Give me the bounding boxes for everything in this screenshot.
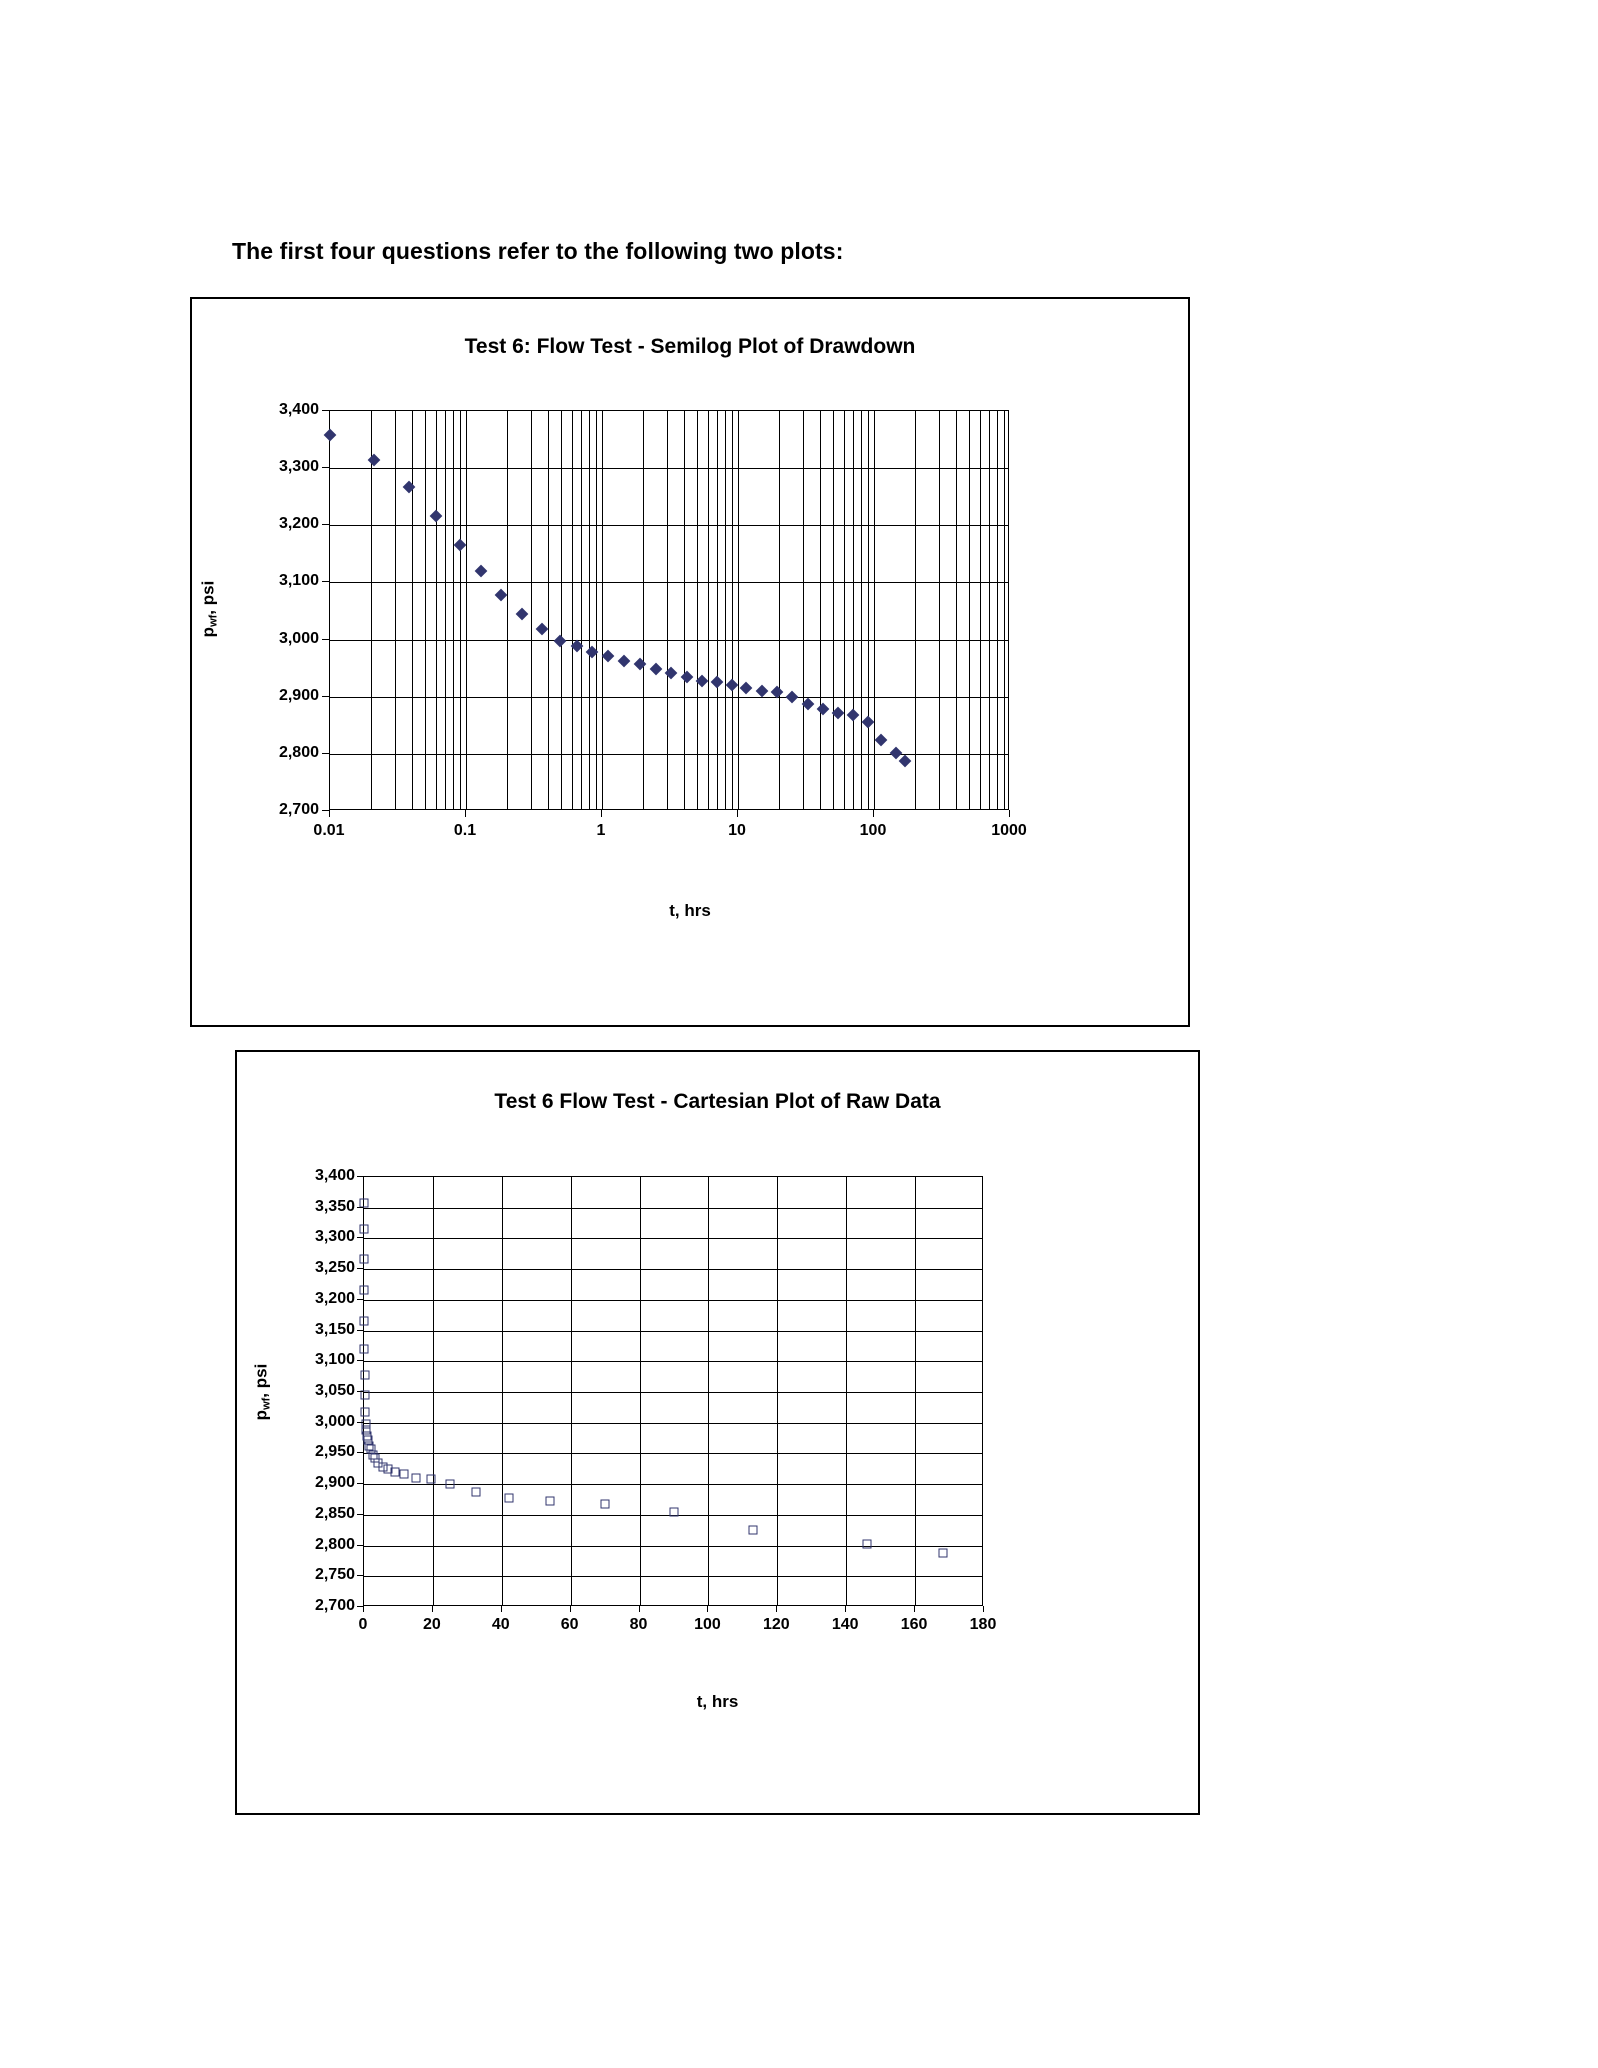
- cartesian-y-tick-label: 3,350: [314, 1197, 355, 1215]
- cartesian-y-tick-label: 3,200: [314, 1289, 355, 1307]
- semilog-y-tickmark: [322, 524, 329, 525]
- semilog-data-point: [756, 685, 769, 698]
- cartesian-data-point: [399, 1470, 408, 1479]
- cartesian-y-tickmark: [357, 1330, 363, 1331]
- semilog-chart-title: Test 6: Flow Test - Semilog Plot of Drawdown: [464, 335, 916, 358]
- semilog-gridline-vertical: [989, 411, 990, 809]
- semilog-gridline-vertical: [684, 411, 685, 809]
- cartesian-data-point: [938, 1548, 947, 1557]
- semilog-data-point: [847, 709, 860, 722]
- semilog-gridline-vertical: [868, 411, 869, 809]
- semilog-gridline-vertical: [874, 411, 875, 809]
- cartesian-x-tick-label: 140: [831, 1616, 859, 1633]
- semilog-gridline-vertical: [853, 411, 854, 809]
- cartesian-gridline-vertical: [777, 1177, 778, 1605]
- semilog-gridline-vertical: [371, 411, 372, 809]
- cartesian-x-tickmark: [983, 1606, 984, 1612]
- semilog-y-tickmark: [322, 581, 329, 582]
- cartesian-y-tickmark: [357, 1268, 363, 1269]
- cartesian-data-point: [601, 1499, 610, 1508]
- semilog-gridline-vertical: [1004, 411, 1005, 809]
- cartesian-y-tick-label: 3,050: [314, 1382, 355, 1399]
- cartesian-x-tickmark: [639, 1606, 640, 1612]
- cartesian-data-point: [361, 1407, 370, 1416]
- semilog-gridline-vertical: [507, 411, 508, 809]
- cartesian-gridline-horizontal: [364, 1208, 982, 1209]
- cartesian-x-tick-label: 160: [900, 1616, 928, 1633]
- semilog-gridline-vertical: [643, 411, 644, 809]
- semilog-x-tick-label: 0.01: [313, 822, 345, 839]
- cartesian-y-tickmark: [357, 1207, 363, 1208]
- cartesian-gridline-vertical: [502, 1177, 503, 1605]
- cartesian-gridline-vertical: [708, 1177, 709, 1605]
- cartesian-data-point: [411, 1474, 420, 1483]
- cartesian-gridline-horizontal: [364, 1576, 982, 1577]
- semilog-gridline-vertical: [833, 411, 834, 809]
- cartesian-y-tick-label: 3,400: [314, 1167, 355, 1184]
- semilog-gridline-vertical: [460, 411, 461, 809]
- cartesian-data-point: [360, 1286, 369, 1295]
- cartesian-y-tick-label: 3,150: [314, 1320, 355, 1338]
- semilog-gridline-vertical: [697, 411, 698, 809]
- cartesian-x-tickmark: [432, 1606, 433, 1612]
- cartesian-gridline-horizontal: [364, 1300, 982, 1301]
- semilog-y-tick-label: 3,200: [278, 515, 319, 533]
- cartesian-data-point: [471, 1487, 480, 1496]
- semilog-gridline-vertical: [820, 411, 821, 809]
- cartesian-data-point: [546, 1497, 555, 1506]
- semilog-data-point: [535, 623, 548, 636]
- semilog-gridline-vertical: [844, 411, 845, 809]
- cartesian-data-point: [360, 1370, 369, 1379]
- cartesian-y-tick-label: 3,100: [314, 1351, 355, 1369]
- cartesian-chart-title: Test 6 Flow Test - Cartesian Plot of Raw Data: [494, 1090, 941, 1113]
- cartesian-gridline-horizontal: [364, 1392, 982, 1393]
- semilog-gridline-vertical: [738, 411, 739, 809]
- semilog-data-point: [324, 429, 337, 442]
- cartesian-gridline-vertical: [846, 1177, 847, 1605]
- semilog-y-tickmark: [322, 639, 329, 640]
- cartesian-data-point: [360, 1317, 369, 1326]
- cartesian-x-tickmark: [845, 1606, 846, 1612]
- cartesian-x-tick-label: 0: [358, 1616, 368, 1633]
- cartesian-x-tick-label: 20: [422, 1616, 441, 1633]
- cartesian-y-tickmark: [357, 1422, 363, 1423]
- semilog-gridline-vertical: [939, 411, 940, 809]
- semilog-data-point: [786, 690, 799, 703]
- cartesian-data-point: [862, 1540, 871, 1549]
- semilog-data-point: [618, 655, 631, 668]
- semilog-y-tick-label: 3,000: [278, 629, 319, 647]
- semilog-data-point: [898, 754, 911, 767]
- cartesian-x-tickmark: [570, 1606, 571, 1612]
- cartesian-x-tick-label: 100: [694, 1616, 721, 1633]
- semilog-gridline-vertical: [667, 411, 668, 809]
- semilog-gridline-vertical: [589, 411, 590, 809]
- cartesian-gridline-horizontal: [364, 1546, 982, 1547]
- semilog-data-point: [680, 670, 693, 683]
- semilog-gridline-vertical: [997, 411, 998, 809]
- cartesian-x-tick-label: 180: [969, 1616, 997, 1633]
- semilog-gridline-vertical: [861, 411, 862, 809]
- semilog-gridline-vertical: [425, 411, 426, 809]
- semilog-data-point: [402, 481, 415, 494]
- semilog-data-point: [711, 676, 724, 689]
- cartesian-data-point: [360, 1345, 369, 1354]
- semilog-data-point: [740, 681, 753, 694]
- semilog-y-axis-title: pwf, psi: [198, 580, 220, 638]
- cartesian-x-tick-label: 80: [629, 1616, 648, 1633]
- cartesian-y-tickmark: [357, 1391, 363, 1392]
- semilog-data-point: [553, 634, 566, 647]
- semilog-y-tickmark: [322, 753, 329, 754]
- semilog-x-tickmark: [465, 810, 466, 817]
- semilog-data-point: [861, 716, 874, 729]
- semilog-gridline-vertical: [436, 411, 437, 809]
- cartesian-y-tickmark: [357, 1176, 363, 1177]
- semilog-y-tickmark: [322, 696, 329, 697]
- semilog-y-tick-label: 2,900: [278, 686, 319, 704]
- cartesian-y-tickmark: [357, 1299, 363, 1300]
- semilog-x-tick-label: 100: [859, 822, 887, 839]
- cartesian-data-point: [504, 1493, 513, 1502]
- cartesian-y-tick-label: 3,250: [314, 1259, 355, 1277]
- cartesian-gridline-horizontal: [364, 1269, 982, 1270]
- cartesian-gridline-horizontal: [364, 1361, 982, 1362]
- semilog-data-point: [453, 539, 466, 552]
- cartesian-y-tick-label: 2,750: [314, 1566, 355, 1584]
- semilog-data-point: [494, 589, 507, 602]
- cartesian-x-tickmark: [363, 1606, 364, 1612]
- semilog-gridline-horizontal: [330, 640, 1008, 641]
- semilog-y-tick-label: 2,700: [278, 801, 319, 818]
- semilog-gridline-horizontal: [330, 697, 1008, 698]
- semilog-x-tick-label: 1: [596, 822, 606, 839]
- semilog-gridline-vertical: [466, 411, 467, 809]
- semilog-y-tick-label: 3,300: [278, 458, 319, 476]
- semilog-data-point: [475, 565, 488, 578]
- semilog-x-tick-label: 0.1: [453, 822, 477, 839]
- semilog-gridline-vertical: [717, 411, 718, 809]
- cartesian-y-tick-label: 3,300: [314, 1228, 355, 1246]
- cartesian-data-point: [360, 1254, 369, 1263]
- cartesian-gridline-horizontal: [364, 1423, 982, 1424]
- semilog-data-point: [875, 733, 888, 746]
- semilog-x-tickmark: [329, 810, 330, 817]
- cartesian-y-tickmark: [357, 1360, 363, 1361]
- cartesian-x-axis-title: t, hrs: [696, 1692, 739, 1711]
- semilog-x-tickmark: [1009, 810, 1010, 817]
- cartesian-plot-area: [363, 1176, 983, 1606]
- semilog-gridline-vertical: [445, 411, 446, 809]
- cartesian-x-tick-label: 120: [762, 1616, 790, 1633]
- cartesian-y-tickmark: [357, 1237, 363, 1238]
- semilog-plot-area: [329, 410, 1009, 810]
- cartesian-x-tickmark: [707, 1606, 708, 1612]
- cartesian-x-tickmark: [914, 1606, 915, 1612]
- cartesian-data-point: [446, 1480, 455, 1489]
- cartesian-y-tick-label: 2,850: [314, 1504, 355, 1522]
- semilog-gridline-vertical: [969, 411, 970, 809]
- cartesian-gridline-vertical: [640, 1177, 641, 1605]
- semilog-y-tickmark: [322, 467, 329, 468]
- semilog-gridline-vertical: [602, 411, 603, 809]
- semilog-gridline-vertical: [561, 411, 562, 809]
- cartesian-y-tick-label: 2,800: [314, 1535, 355, 1553]
- semilog-gridline-vertical: [779, 411, 780, 809]
- semilog-gridline-vertical: [708, 411, 709, 809]
- semilog-y-tick-label: 2,800: [278, 743, 319, 761]
- semilog-y-tick-label: 3,100: [278, 572, 319, 590]
- semilog-gridline-horizontal: [330, 754, 1008, 755]
- semilog-gridline-vertical: [915, 411, 916, 809]
- cartesian-y-tick-label: 2,900: [314, 1474, 355, 1492]
- cartesian-data-point: [670, 1507, 679, 1516]
- semilog-data-point: [725, 679, 738, 692]
- semilog-gridline-vertical: [395, 411, 396, 809]
- semilog-x-tickmark: [601, 810, 602, 817]
- semilog-gridline-vertical: [412, 411, 413, 809]
- cartesian-gridline-horizontal: [364, 1484, 982, 1485]
- semilog-data-point: [816, 703, 829, 716]
- semilog-gridline-vertical: [956, 411, 957, 809]
- cartesian-data-point: [749, 1526, 758, 1535]
- cartesian-x-tick-label: 60: [560, 1616, 579, 1633]
- cartesian-x-tick-label: 40: [491, 1616, 510, 1633]
- cartesian-data-point: [427, 1475, 436, 1484]
- semilog-data-point: [601, 649, 614, 662]
- cartesian-gridline-horizontal: [364, 1238, 982, 1239]
- cartesian-gridline-horizontal: [364, 1331, 982, 1332]
- cartesian-y-tick-label: 2,700: [314, 1597, 355, 1614]
- cartesian-y-tickmark: [357, 1452, 363, 1453]
- semilog-y-tickmark: [322, 810, 329, 811]
- semilog-data-point: [429, 510, 442, 523]
- semilog-x-tick-label: 10: [728, 822, 746, 839]
- semilog-data-point: [516, 607, 529, 620]
- semilog-gridline-horizontal: [330, 525, 1008, 526]
- semilog-gridline-vertical: [803, 411, 804, 809]
- semilog-x-axis-title: t, hrs: [669, 901, 711, 920]
- semilog-x-tickmark: [737, 810, 738, 817]
- semilog-gridline-horizontal: [330, 468, 1008, 469]
- cartesian-gridline-horizontal: [364, 1453, 982, 1454]
- cartesian-y-tick-label: 2,950: [314, 1443, 355, 1461]
- cartesian-y-axis-title: pwf, psi: [251, 1363, 273, 1421]
- semilog-y-tickmark: [322, 410, 329, 411]
- semilog-gridline-horizontal: [330, 582, 1008, 583]
- semilog-gridline-vertical: [531, 411, 532, 809]
- semilog-gridline-vertical: [725, 411, 726, 809]
- semilog-data-point: [650, 663, 663, 676]
- semilog-data-point: [367, 453, 380, 466]
- semilog-gridline-vertical: [453, 411, 454, 809]
- semilog-x-tickmark: [873, 810, 874, 817]
- page-heading: The first four questions refer to the following two plots:: [232, 238, 844, 264]
- cartesian-data-point: [360, 1225, 369, 1234]
- semilog-gridline-vertical: [732, 411, 733, 809]
- semilog-data-point: [634, 657, 647, 670]
- cartesian-gridline-vertical: [433, 1177, 434, 1605]
- semilog-gridline-vertical: [572, 411, 573, 809]
- cartesian-y-tickmark: [357, 1483, 363, 1484]
- semilog-x-tick-label: 1000: [991, 822, 1027, 839]
- semilog-gridline-vertical: [980, 411, 981, 809]
- semilog-y-tick-label: 3,400: [278, 401, 319, 418]
- cartesian-chart-panel: [235, 1050, 1200, 1815]
- cartesian-gridline-vertical: [915, 1177, 916, 1605]
- cartesian-gridline-vertical: [571, 1177, 572, 1605]
- semilog-gridline-vertical: [581, 411, 582, 809]
- cartesian-y-tickmark: [357, 1575, 363, 1576]
- semilog-chart-panel: [190, 297, 1190, 1027]
- cartesian-y-tickmark: [357, 1545, 363, 1546]
- cartesian-y-tick-label: 3,000: [314, 1412, 355, 1430]
- semilog-gridline-vertical: [596, 411, 597, 809]
- cartesian-x-tickmark: [776, 1606, 777, 1612]
- cartesian-x-tickmark: [501, 1606, 502, 1612]
- semilog-gridline-vertical: [548, 411, 549, 809]
- cartesian-y-tickmark: [357, 1514, 363, 1515]
